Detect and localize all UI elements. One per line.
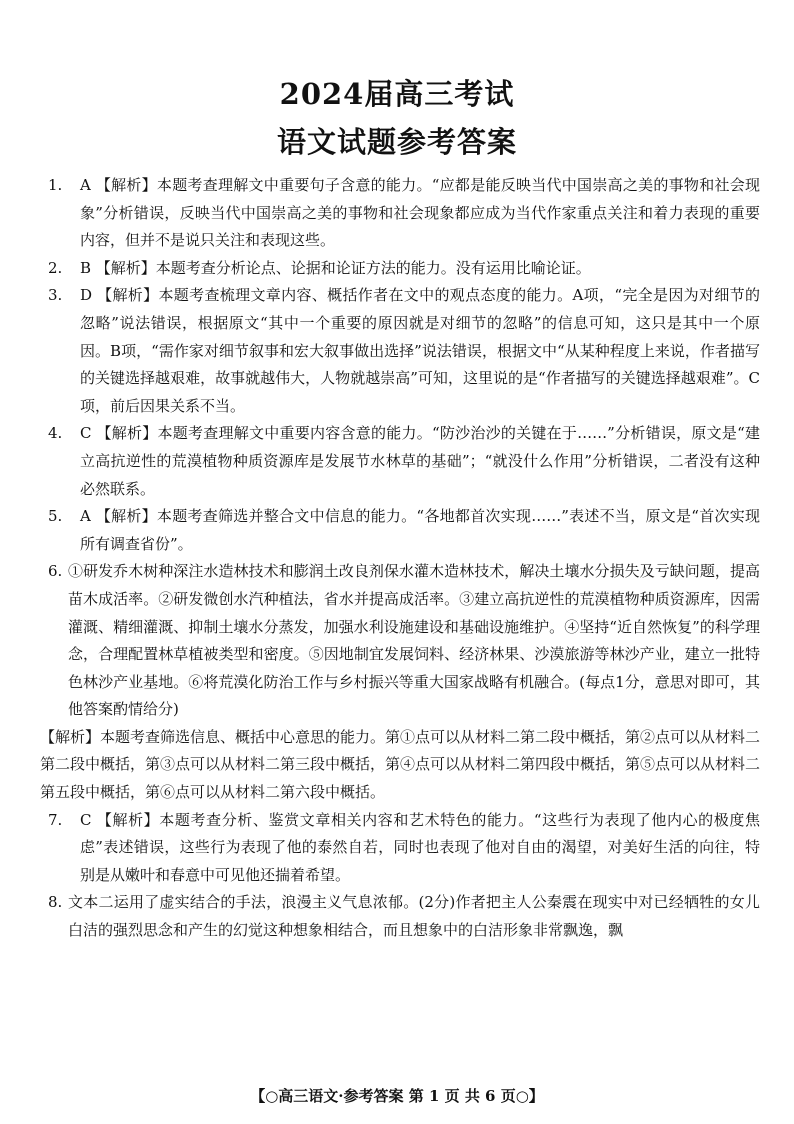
answer-number: 2. (48, 258, 63, 277)
answer-item-2 (48, 255, 760, 283)
answer-text: 文本二运用了虚实结合的手法，浪漫主义气息浓郁。(2分)作者把主人公秦震在现实中对已经牺牲的女儿白洁的强烈思念和产生的幻觉这种想象相结合，而且想象中的白洁形象非常飘逸，飘 (68, 893, 760, 940)
page-subtitle: 语文试题参考答案 (276, 125, 517, 159)
answer-text: 【解析】本题考查筛选信息、概括中心意思的能力。第①点可以从材料二第二段中概括，第②点可以从材料二第二段中概括，第③点可以从材料二第三段中概括，第④点可以从材料二第四段中概括，第⑤点可以从材料二第五段中概括，第⑥点可以从材料二第六段中概括。 (40, 727, 761, 802)
answer-item-3 (48, 282, 760, 420)
answer-number: 3. (48, 286, 63, 305)
answer-number: 7. (48, 810, 63, 829)
answer-item-5 (48, 503, 760, 558)
answer-number: 5. (48, 507, 63, 526)
answer-text: C 【解析】本题考查分析、鉴赏文章相关内容和艺术特色的能力。“这些行为表现了他内心的极度焦虑”表述错误，这些行为表现了他的泰然自若，同时也表现了他对自由的渴望，对美好生活的向往，特别是从嫩叶和春意中可见他还揣着希望。 (80, 810, 760, 884)
answer-number: 6. (48, 562, 63, 581)
answer-number: 4. (48, 424, 63, 443)
answer-text: B 【解析】本题考查分析论点、论据和论证方法的能力。没有运用比喻论证。 (80, 258, 591, 277)
answer-item-6-analysis (40, 724, 761, 807)
answer-text: ①研发乔木树种深注水造林技术和膨润土改良剂保水灌木造林技术，解决土壤水分损失及亏缺问题，提高苗木成活率。②研发微创水汽种植法，省水并提高成活率。③建立高抗逆性的荒漠植物种质资源库，因需灌溉、精细灌溉、抑制土壤水分蒸发，加强水利设施建设和基础设施维护。④坚持“近自然恢复”的科学理念，合理配置林草植被类型和密度。⑤因地制宜发展饲料、经济林果、沙漠旅游等林沙产业，建立一批特色林沙产业基地。⑥将荒漠化防治工作与乡村振兴等重大国家战略有机融合。(每点1分，意思对即可，其他答案酌情给分) (68, 562, 760, 719)
answer-number: 1. (48, 176, 63, 194)
answer-text: D 【解析】本题考查梳理文章内容、概括作者在文中的观点态度的能力。A项，“完全是因为对细节的忽略”说法错误，根据原文“其中一个重要的原因就是对细节的忽略”的信息可知，这只是其中一个原因。B项，“需作家对细节叙事和宏大叙事做出选择”说法错误，根据文中“从某种程度上来说，作者描写的关键选择越艰难，故事就越伟大，人物就越崇高”可知，这里说的是“作者描写的关键选择越艰难”。C项，前后因果关系不当。 (80, 286, 760, 415)
answer-text: C 【解析】本题考查理解文中重要内容含意的能力。“防沙治沙的关键在于……”分析错误，原文是“建立高抗逆性的荒漠植物种质资源库是发展节水林草的基础”；“就没什么作用”分析错误，二者没有这种必然联系。 (80, 424, 760, 498)
answer-text: A 【解析】本题考查筛选并整合文中信息的能力。“各地都首次实现……”表述不当，原文是“首次实现所有调查省份”。 (80, 507, 760, 553)
page-footer: 【○高三语文·参考答案 第 1 页 共 6 页○】 (250, 1087, 544, 1105)
answer-item-7 (48, 807, 760, 890)
answer-item-8 (48, 889, 760, 944)
answer-number: 8. (48, 893, 63, 912)
page-title: 2024届高三考试 (279, 77, 515, 111)
answer-item-1 (48, 172, 760, 255)
answer-text: A 【解析】本题考查理解文中重要句子含意的能力。“应都是能反映当代中国崇高之美的事物和社会现象”分析错误，反映当代中国崇高之美的事物和社会现象都应成为当代作家重点关注和着力表现的重要内容，但并不是说只关注和表现这些。 (80, 176, 760, 250)
answer-item-4 (48, 420, 760, 503)
answer-list (40, 172, 761, 945)
answer-item-6 (48, 558, 760, 724)
